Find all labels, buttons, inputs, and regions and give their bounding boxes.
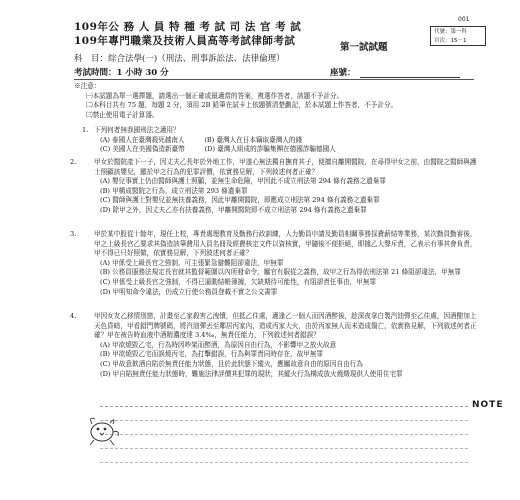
option-c: (C) 甲故意飲酒自陷於無責任能力狀態，且於此狀態下縱火，應屬故意自由的原因自由行為: [100, 359, 363, 368]
paper-title: 第一試試題: [340, 42, 388, 53]
note-divider: [100, 406, 468, 407]
option-d: (D) 除甲之外，因丈夫乙亦有扶養義務，甲離開醫院即不成立刑法第 294 條有義務之遺棄罪: [100, 205, 367, 214]
subject-code-box: [430, 26, 486, 46]
question-4: [70, 312, 482, 379]
note-label: NOTE: [472, 400, 504, 410]
code-line-1: 代號：第一科: [434, 29, 468, 35]
option-d: (D) 甲明知命令違法，仍成立行使公務員登載不實之公文書罪: [100, 287, 278, 296]
option-row: (C) 美國人在美國偽造新臺幣 (D) 臺灣人組成的詐騙集團在德國詐騙德國人: [100, 145, 336, 154]
option-b: (B) 甲構成醫院之行為，成立刑法第 293 條遺棄罪: [100, 186, 248, 195]
seat-number-field: [330, 66, 460, 78]
question-stem: 甲女於醫院產下一子，因丈夫乙長年於外地工作，甲遂心無法獨自撫育其子，便擅自離開醫院，在尋得甲女之前，由醫院之醫師與護士照顧該嬰兒，顯於甲之行為的犯罪評價，依實務見解，下列敘述何者正確？: [94, 158, 477, 176]
note-line: [100, 462, 468, 463]
notice-item: ㈡本科目共有 75 題，每題 2 分，須用 2B 鉛筆在試卡上依題號清楚劃記，於本試題上作答者，不予計分。: [86, 101, 398, 109]
code-line-2: 頁次：15－1: [434, 38, 467, 44]
option-row: (A) 泰國人在臺灣殺死越南人 (B) 臺灣人在日本竊取臺灣人的錢: [100, 135, 303, 144]
exam-title-line-2: 109年專門職業及技術人員高等考試律師考試: [74, 35, 296, 47]
question-stem: 甲於某中股從十餘年，現任上校，專責處理教育及勤務行政訓練，人力勤員申請及勤員相關事務採費薪結等業務，某次勤員勤審後，甲之上級長官乙要求其偽造該筆費用人員名冊及經費核定文件以資核實，甲隨後不便拒絕，即據乙大聲斥責，乙表示有事其會負責，甲不得已只好照做，依實務見解，下列敘述何者正確？: [94, 230, 477, 258]
question-3: [70, 230, 482, 297]
question-number: 4.: [70, 312, 77, 320]
option-a: (A) 甲係受上級長官之強制，可主張緊急避難阻卻違法，甲無罪: [100, 258, 284, 267]
exam-time: 考試時間：1 小時 30 分: [74, 68, 169, 78]
question-stem: 下列何者無我國刑法之適用？: [94, 126, 180, 134]
question-number: 3.: [70, 230, 77, 238]
question-number: 2.: [70, 158, 77, 166]
notice-block: [74, 82, 484, 120]
notice-item: ㈢禁止使用電子計算器。: [86, 110, 159, 119]
cartoon-bird-illustration: [82, 410, 124, 448]
notice-item: ㈠本試題為單一選擇題，請選出一個正確或最適當的答案，複選作答者，該題不予計分。: [86, 91, 344, 100]
question-2: [70, 158, 482, 216]
header-divider: [74, 79, 474, 80]
option-a: (A) 甲欲燒毀乙宅，行為時因吵架而醉酒，為原因自由行為，不影響甲之放火故意: [100, 340, 337, 349]
option-b: (B) 甲欲燒毀乙宅而誤燒丙宅，為打擊錯誤，行為與罪責同時存在，故甲無罪: [100, 350, 324, 359]
question-number: 1.: [82, 126, 89, 134]
notice-label: ※注意：: [74, 82, 101, 90]
option-c: (C) 甲係受上級長官之強制，不得已逼動結帳簿據，欠缺期待可能性，有阻卻責任事由，甲無罪: [100, 277, 377, 286]
note-line: [100, 434, 468, 435]
note-line: [100, 448, 468, 449]
question-stem: 甲因女友乙移情別戀，計畫至乙家殺害乙洩憤，但抵乙住處，適逢乙一個人而因酒醉後，趁深夜拿白製汽油彈至乙住處，因酒酣加上天色昏暗，甲看錯門牌號碼，將汽油彈丟至鄰居丙家內，造成丙家大火，由於丙家無人而未造成傷亡，依實務見解，下列敘述何者正確？甲在被告時血液中酒精濃度達 3.4‰，無責任能力，下列敘述何者錯誤？: [94, 312, 477, 340]
option-c: (C) 醫師與護士對嬰兒並無扶養義務，因此甲離開醫院，即應成立刑法第 294 條有義務之遺棄罪: [100, 196, 380, 205]
question-1: [82, 126, 482, 155]
subject-line: 科 目：綜合法學(一)（刑法、刑事訴訟法、法律倫理）: [74, 54, 285, 64]
option-a: (A) 嬰兒事實上仍由醫師與護士照顧，並無生命危險，甲因此不成立刑法第 294 條有義務之遺棄罪: [100, 177, 386, 186]
exam-title: [74, 20, 301, 48]
exam-title-line-1: 109年公 務 人 員 特 種 考 試 司 法 官 考 試: [74, 21, 302, 33]
option-d: (D) 甲自陷無責任能力狀態時，難施法律評價其犯罪的現狀，其縱火行為構成放火燒燬現供人使用住宅罪: [100, 369, 403, 378]
option-b: (B) 公務員服務法規定長官就其監督範圍以內所發命令，屬官有服從之義務，故甲之行為得依刑法第 21 條阻卻違法，甲無罪: [100, 268, 461, 277]
note-line: [100, 420, 468, 421]
seat-blank-line: [360, 68, 460, 78]
page-number: 001: [458, 16, 470, 23]
seat-label: 座號：: [330, 68, 356, 78]
